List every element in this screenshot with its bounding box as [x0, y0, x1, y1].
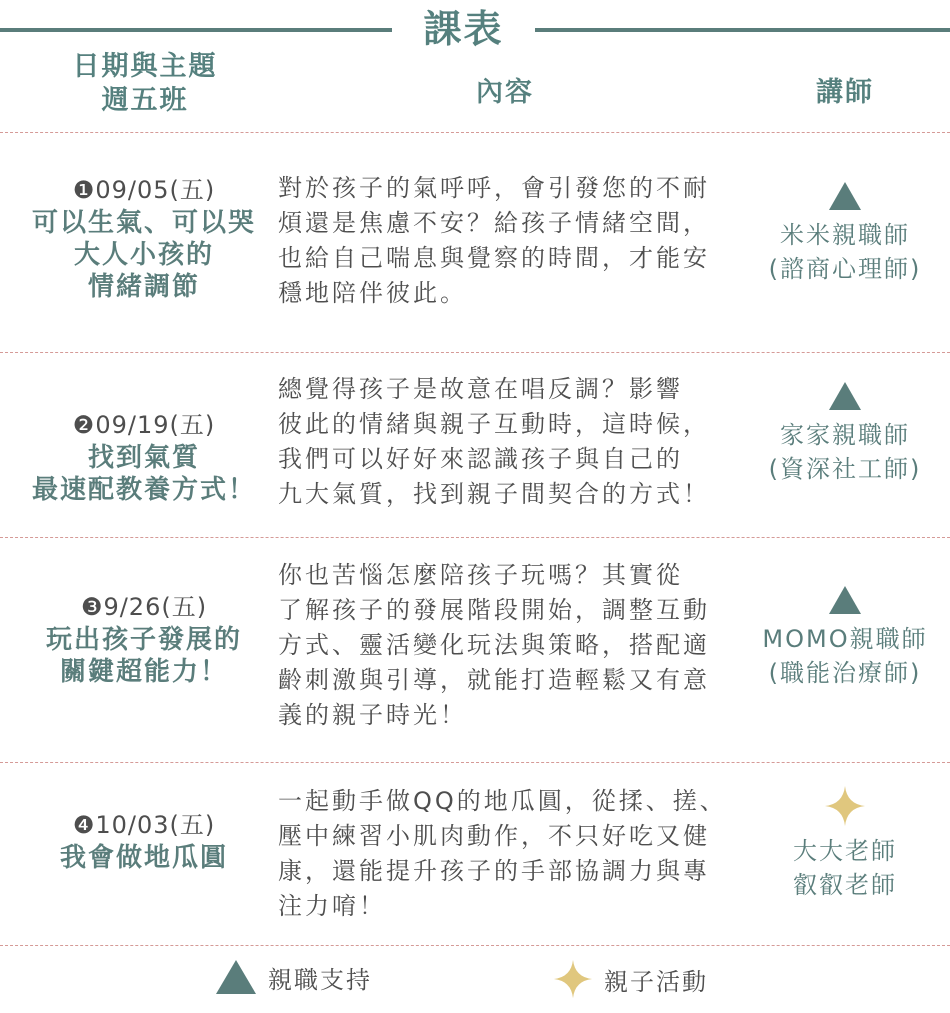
sparkle-icon [823, 784, 867, 828]
legend-label: 親職支持 [268, 965, 372, 994]
content-line: 注力唷！ [278, 892, 386, 920]
header-date-line1: 日期與主題 [72, 51, 218, 82]
session-4-content [278, 784, 748, 924]
row-divider [0, 537, 950, 538]
session-topic-line: 關鍵超能力！ [59, 657, 228, 687]
header-date [20, 50, 270, 118]
teacher-name: 叡叡老師 [793, 871, 897, 899]
session-2-content [278, 372, 748, 512]
content-line: 康，還能提升孩子的手部協調力與專 [278, 857, 710, 885]
content-line: 齡刺激與引導，就能打造輕鬆又有意 [278, 666, 710, 694]
session-topic-line: 找到氣質 [87, 443, 200, 473]
session-topic-line: 最速配教養方式！ [31, 475, 256, 505]
session-2-teacher [745, 380, 945, 486]
teacher-title: (資深社工師) [768, 455, 922, 483]
session-4-date-topic [10, 808, 278, 874]
session-topic-line: 我會做地瓜圓 [59, 843, 228, 873]
content-line: 你也苦惱怎麼陪孩子玩嗎？其實從 [278, 561, 683, 589]
content-line: 壓中練習小肌肉動作，不只好吃又健 [278, 822, 710, 850]
session-3-date-topic [10, 590, 278, 688]
header-teacher: 講師 [816, 77, 874, 108]
content-line: 一起動手做QQ的地瓜圓，從揉、搓、 [278, 787, 727, 815]
session-2-date-topic [10, 408, 278, 506]
content-line: 穩地陪伴彼此。 [278, 279, 467, 307]
session-date: ❸9/26(五) [80, 593, 208, 621]
row-divider [0, 352, 950, 353]
session-topic-line: 玩出孩子發展的 [45, 625, 242, 655]
row-divider [0, 762, 950, 763]
page-title: 課表 [423, 7, 504, 51]
row-divider [0, 945, 950, 946]
legend-parent-child-activity [552, 958, 708, 1000]
session-topic-line: 情緒調節 [87, 272, 200, 302]
teacher-name: 大大老師 [793, 837, 897, 865]
content-line: 我們可以好好來認識孩子與自己的 [278, 445, 683, 473]
content-line: 方式、靈活變化玩法與策略，搭配適 [278, 631, 710, 659]
teacher-name: MOMO親職師 [762, 625, 928, 653]
session-topic-line: 可以生氣、可以哭 [31, 208, 256, 238]
triangle-icon [827, 180, 863, 212]
header-date-line2: 週五班 [101, 85, 189, 116]
teacher-name: 米米親職師 [780, 221, 910, 249]
session-1-teacher [745, 180, 945, 286]
triangle-icon [827, 380, 863, 412]
session-date: ❹10/03(五) [72, 811, 216, 839]
content-line: 也給自己喘息與覺察的時間，才能安 [278, 244, 710, 272]
content-line: 總覺得孩子是故意在唱反調？影響 [278, 375, 683, 403]
teacher-title: (諮商心理師) [768, 255, 922, 283]
session-3-content [278, 558, 748, 733]
title-rule-right [535, 28, 950, 32]
legend-parenting-support [214, 958, 372, 996]
content-line: 煩還是焦慮不安？給孩子情緒空間， [278, 209, 710, 237]
teacher-title: (職能治療師) [768, 659, 922, 687]
session-date: ❷09/19(五) [72, 411, 216, 439]
session-3-teacher [745, 584, 945, 690]
content-line: 九大氣質，找到親子間契合的方式！ [278, 480, 710, 508]
sparkle-icon [552, 958, 594, 1000]
teacher-name: 家家親職師 [780, 421, 910, 449]
session-4-teacher [745, 784, 945, 902]
session-date: ❶09/05(五) [72, 176, 216, 204]
session-1-content [278, 171, 748, 311]
legend-label: 親子活動 [604, 967, 708, 996]
content-line: 彼此的情緒與親子互動時，這時候， [278, 410, 710, 438]
triangle-icon [827, 584, 863, 616]
triangle-icon [214, 958, 258, 996]
content-line: 義的親子時光！ [278, 701, 467, 729]
row-divider [0, 132, 950, 133]
content-line: 對於孩子的氣呼呼，會引發您的不耐 [278, 174, 710, 202]
content-line: 了解孩子的發展階段開始，調整互動 [278, 596, 710, 624]
title-rule-left [0, 28, 392, 32]
header-content: 內容 [476, 77, 534, 108]
session-1-date-topic [10, 173, 278, 303]
session-topic-line: 大人小孩的 [73, 240, 214, 270]
